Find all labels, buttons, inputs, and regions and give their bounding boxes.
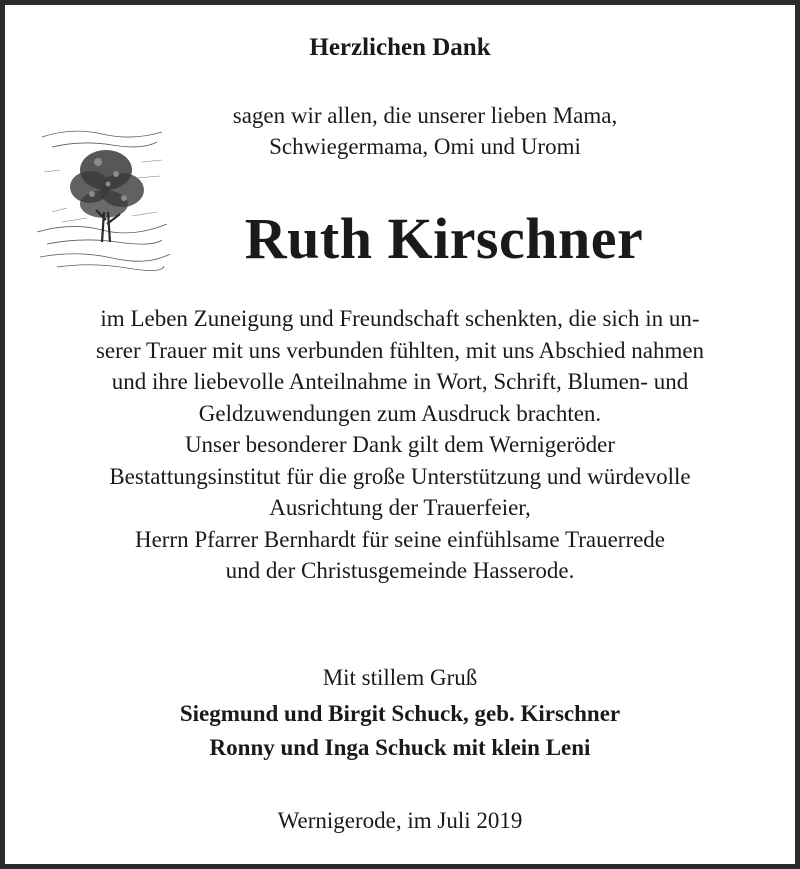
body-line: und ihre liebevolle Anteilnahme in Wort, Schrift, Blumen- und xyxy=(111,369,689,394)
intro-line: sagen wir allen, die unserer lieben Mama, xyxy=(232,103,618,128)
body-line: Geldzuwendungen zum Ausdruck brachten. xyxy=(198,400,602,426)
notice-heading: Herzlichen Dank xyxy=(309,34,491,61)
body-text xyxy=(0,303,800,587)
signatories xyxy=(0,697,800,765)
body-line: serer Trauer mit uns verbunden fühlten, mit uns Abschied nahmen xyxy=(95,337,705,363)
closing-greeting: Mit stillem Gruß xyxy=(322,665,478,690)
body-line: Herrn Pfarrer Bernhardt für seine einfühlsame Trauerrede xyxy=(134,526,666,552)
signatory-line: Ronny und Inga Schuck mit klein Leni xyxy=(209,735,591,760)
body-line: Ausrichtung der Trauerfeier, xyxy=(269,495,531,520)
body-line: im Leben Zuneigung und Freundschaft schenkten, die sich in un- xyxy=(100,306,700,331)
body-line: und der Christusgemeinde Hasserode. xyxy=(225,558,575,583)
place-date: Wernigerode, im Juli 2019 xyxy=(277,808,523,833)
body-line: Bestattungsinstitut für die große Unterstützung und würdevolle xyxy=(109,463,691,489)
intro-line: Schwiegermama, Omi und Uromi xyxy=(269,134,581,159)
body-line: Unser besonderer Dank gilt dem Wernigeröder xyxy=(184,432,616,457)
signatory-line: Siegmund und Birgit Schuck, geb. Kirschner xyxy=(179,701,621,726)
deceased-name: Ruth Kirschner xyxy=(244,206,644,271)
